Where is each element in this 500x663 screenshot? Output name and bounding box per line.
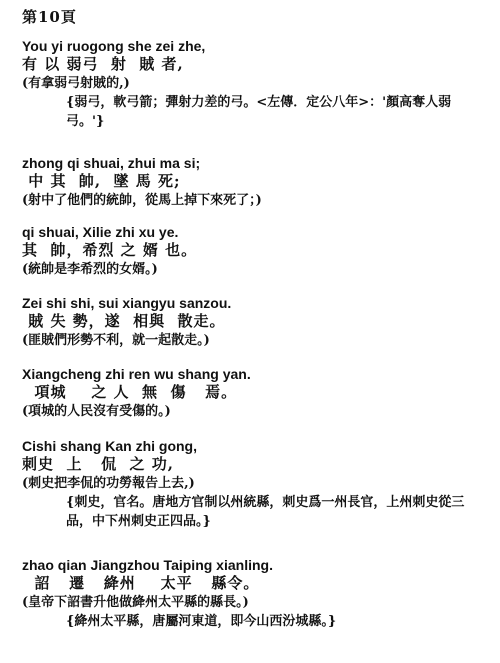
translation-line: (刺史把李侃的功勞報告上去,) xyxy=(22,476,195,491)
translation-line: (項城的人民沒有受傷的。) xyxy=(22,404,171,419)
hanzi-line: 其 帥，希烈 之 婿 也。 xyxy=(22,241,198,259)
text-entry xyxy=(22,438,492,531)
pinyin-line: zhao qian Jiangzhou Taiping xianling. xyxy=(22,557,273,573)
text-entry xyxy=(22,38,492,131)
translation-line: (有拿弱弓射賊的,) xyxy=(22,76,130,91)
annotation-note: {弱弓，軟弓箭；彈射力差的弓。<左傳．定公八年>：'顏高奪人弱弓。'} xyxy=(66,95,452,129)
text-entry xyxy=(22,224,492,279)
text-entry xyxy=(22,557,492,631)
pinyin-line: Xiangcheng zhi ren wu shang yan. xyxy=(22,366,251,382)
hanzi-line: 賊 失 勢，遂 相與 散走。 xyxy=(22,312,226,330)
pinyin-line: Zei shi shi, sui xiangyu sanzou. xyxy=(22,295,232,311)
text-entry xyxy=(22,295,492,350)
page-number: 第10頁 xyxy=(22,8,77,26)
pinyin-line: qi shuai, Xilie zhi xu ye. xyxy=(22,224,179,240)
annotation-note: {刺史，官名。唐地方官制以州統縣，刺史爲一州長官，上州刺史從三品，中下州刺史正四品。} xyxy=(66,495,465,529)
text-entry xyxy=(22,155,492,210)
translation-line: (統帥是李希烈的女婿。) xyxy=(22,262,158,277)
hanzi-line: 項城 之 人 無 傷 焉。 xyxy=(22,383,238,401)
hanzi-line: 刺史 上 侃 之 功, xyxy=(22,455,175,473)
text-entry xyxy=(22,366,492,421)
translation-line: (射中了他們的統帥，從馬上掉下來死了；) xyxy=(22,193,262,208)
hanzi-line: 詔 遷 絳州 太平 縣令。 xyxy=(22,574,260,592)
annotation-note: {絳州太平縣，唐屬河東道，即今山西汾城縣。} xyxy=(66,614,337,629)
translation-line: (皇帝下詔書升他做絳州太平縣的縣長。) xyxy=(22,595,249,610)
pinyin-line: You yi ruogong she zei zhe, xyxy=(22,38,206,54)
pinyin-line: zhong qi shuai, zhui ma si; xyxy=(22,155,201,171)
translation-line: (匪賊們形勢不利，就一起散走。) xyxy=(22,333,210,348)
hanzi-line: 中 其 帥, 墜 馬 死; xyxy=(22,172,181,190)
hanzi-line: 有 以 弱弓 射 賊 者, xyxy=(22,55,184,73)
pinyin-line: Cishi shang Kan zhi gong, xyxy=(22,438,197,454)
